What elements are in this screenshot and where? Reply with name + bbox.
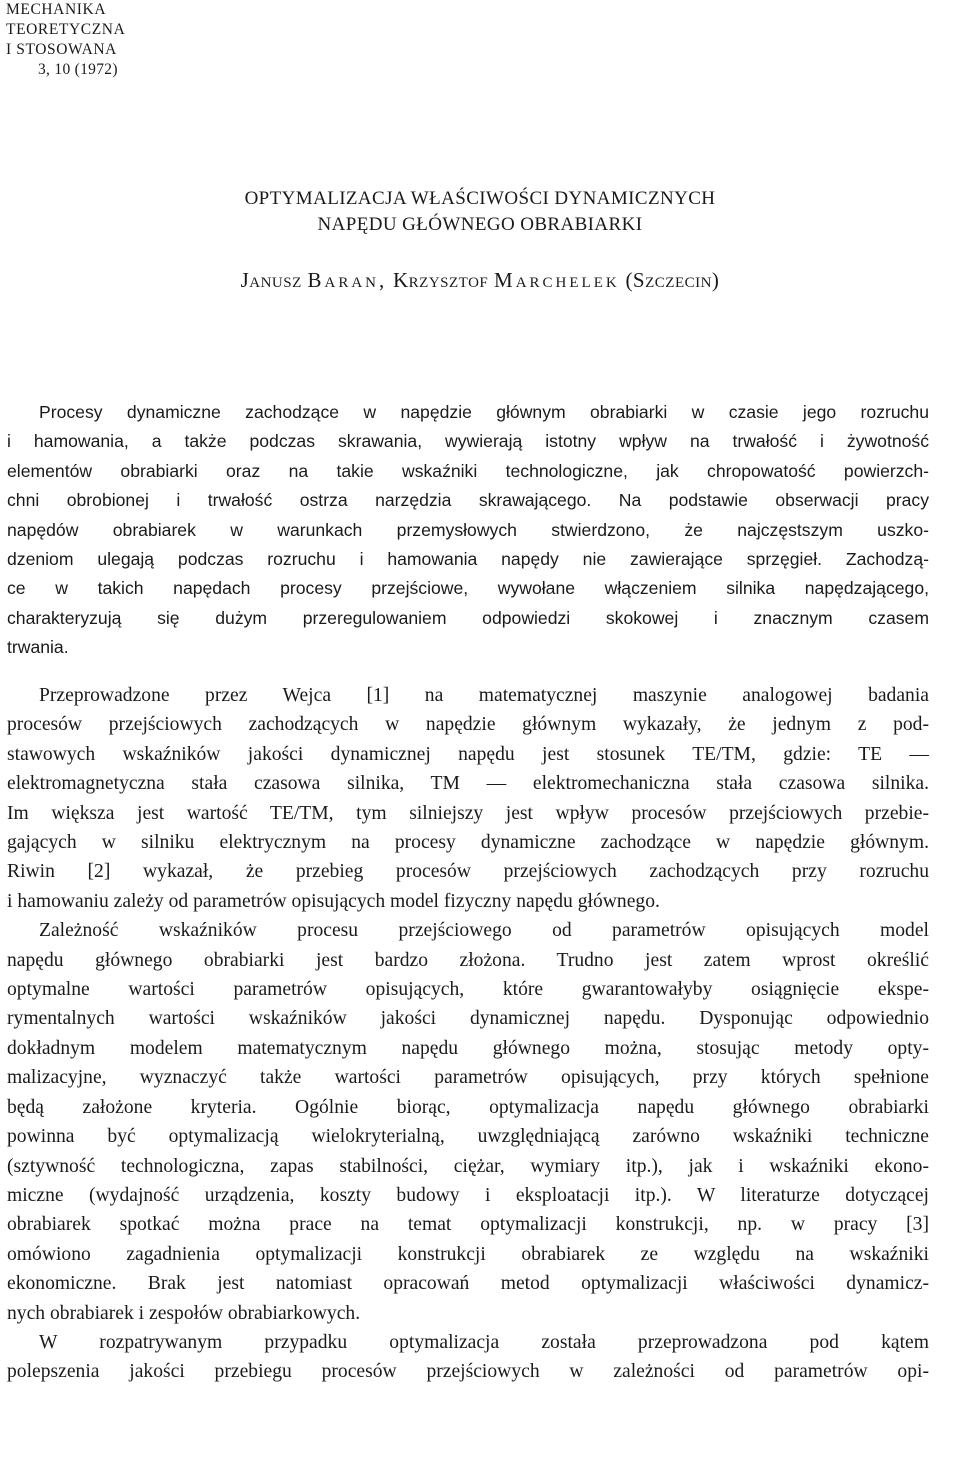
body-line: nych obrabiarek i zespołów obrabiarkowych. — [7, 1302, 361, 1324]
body-line: ekonomiczne. Brak jest natomiast opracowań metod optymalizacji właściwości dynamicz- — [7, 1273, 929, 1295]
body-line: napędu głównego obrabiarki jest bardzo złożona. Trudno jest zatem wprost określić — [7, 949, 929, 971]
body-line: polepszenia jakości przebiegu procesów przejściowych w zależności od parametrów opi- — [7, 1361, 929, 1383]
body-line: i hamowaniu zależy od parametrów opisujących model fizyczny napędu głównego. — [7, 890, 660, 912]
body-line: gających w silniku elektrycznym na procesy dynamiczne zachodzące w napędzie głównym. — [7, 832, 929, 854]
abstract-line: chni obrobionej i trwałość ostrza narzędzia skrawającego. Na podstawie obserwacji pracy — [7, 490, 929, 511]
body-line: Riwin [2] wykazał, że przebieg procesów przejściowych zachodzących przy rozruchu — [7, 861, 929, 883]
paper-title-line-2: NAPĘDU GŁÓWNEGO OBRABIARKI — [317, 214, 643, 235]
journal-issue: 3, 10 (1972) — [38, 61, 118, 78]
body-line: powinna być optymalizacją wielokryterialną, uwzględniającą zarówno wskaźniki techniczne — [7, 1126, 929, 1148]
journal-name-line-2: TEORETYCZNA — [6, 21, 126, 38]
body-line: omówiono zagadnienia optymalizacji konstrukcji obrabiarek ze względu na wskaźniki — [7, 1243, 929, 1265]
journal-masthead — [6, 0, 125, 80]
body-line: optymalne wartości parametrów opisujących, które gwarantowałyby osiągnięcie ekspe- — [7, 979, 929, 1001]
abstract-line: i hamowania, a także podczas skrawania, wywierają istotny wpływ na trwałość i żywotność — [7, 431, 929, 452]
body-line: stawowych wskaźników jakości dynamicznej napędu jest stosunek TE/TM, gdzie: TE — — [7, 743, 929, 765]
body-line: rymentalnych wartości wskaźników jakości dynamicznej napędu. Dysponując odpowiednio — [7, 1008, 929, 1030]
abstract-line: dzeniom ulegają podczas rozruchu i hamowania napędy nie zawierające sprzęgieł. Zachodzą- — [7, 549, 929, 570]
journal-name-line-1: MECHANIKA — [6, 1, 107, 18]
body-line: (sztywność technologiczna, zapas stabilności, ciężar, wymiary itp.), jak i wskaźniki ekono- — [7, 1155, 929, 1177]
paper-authors — [0, 268, 960, 293]
body-line: będą założone kryteria. Ogólnie biorąc, optymalizacja napędu głównego obrabiarki — [7, 1096, 929, 1118]
body-line: procesów przejściowych zachodzących w napędzie głównym wykazały, że jednym z pod- — [7, 714, 929, 736]
journal-name-line-3: I STOSOWANA — [6, 41, 117, 58]
abstract-line: charakteryzują się dużym przeregulowaniem odpowiedzi skokowej i znacznym czasem — [7, 607, 929, 628]
abstract-line: Procesy dynamiczne zachodzące w napędzie głównym obrabiarki w czasie jego rozruchu — [39, 402, 929, 422]
author-2-first-name: Krzysztof — [393, 268, 489, 292]
abstract-line: ce w takich napędach procesy przejściowe, wywołane włączeniem silnika napędzającego, — [7, 578, 929, 599]
body-line: Przeprowadzone przez Wejca [1] na matematycznej maszynie analogowej badania — [39, 685, 929, 706]
body-text — [7, 681, 929, 1387]
body-line: Im większa jest wartość TE/TM, tym silniejszy jest wpływ procesów przejściowych przebie- — [7, 802, 929, 824]
body-line: W rozpatrywanym przypadku optymalizacja została przeprowadzona pod kątem — [39, 1331, 929, 1353]
abstract-line: trwania. — [7, 637, 69, 658]
body-line: obrabiarek spotkać można prace na temat optymalizacji konstrukcji, np. w pracy [3] — [7, 1214, 929, 1236]
paper-title-line-1: OPTYMALIZACJA WŁAŚCIWOŚCI DYNAMICZNYCH — [244, 188, 716, 209]
abstract-line: elementów obrabiarki oraz na takie wskaźniki technologiczne, jak chropowatość powierzch- — [7, 460, 929, 481]
author-1-last-name: Baran, — [307, 268, 388, 292]
abstract — [7, 398, 929, 663]
body-line: Zależność wskaźników procesu przejściowego od parametrów opisujących model — [39, 920, 929, 942]
body-line: dokładnym modelem matematycznym napędu głównego można, stosując metody opty- — [7, 1037, 929, 1059]
abstract-line: napędów obrabiarek w warunkach przemysłowych stwierdzono, że najczęstszym uszko- — [7, 519, 929, 540]
body-line: malizacyjne, wyznaczyć także wartości parametrów opisujących, przy których spełnione — [7, 1067, 929, 1089]
author-1-first-name: Janusz — [240, 268, 302, 292]
paper-title — [0, 186, 960, 238]
body-line: elektromagnetyczna stała czasowa silnika, TM — elektromechaniczna stała czasowa silnika. — [7, 773, 929, 795]
author-2-last-name: Marchelek — [494, 268, 620, 292]
body-line: miczne (wydajność urządzenia, koszty budowy i eksploatacji itp.). W literaturze dotyczącej — [7, 1184, 929, 1206]
author-affiliation: (Szczecin) — [625, 268, 720, 292]
